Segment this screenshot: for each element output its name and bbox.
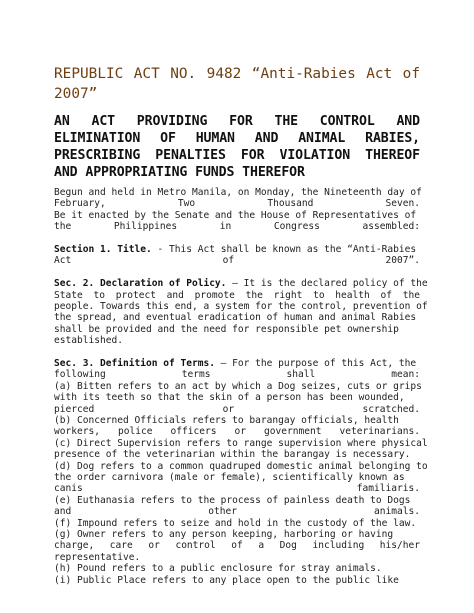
- section-3: [54, 358, 420, 369]
- definition-line: the order carnivora (male or female), scientifically known as: [54, 472, 405, 483]
- section-3-text: following terms shall mean:: [54, 369, 420, 381]
- section-1: [54, 244, 420, 255]
- preamble-line: February, Two Thousand Seven.: [54, 198, 420, 210]
- section-2: [54, 278, 428, 290]
- section-2-text: State to protect and promote the right to health of the: [54, 289, 420, 301]
- definition-line: and other animals.: [54, 506, 420, 518]
- definition-line: (a) Bitten refers to an act by which a Dog seizes, cuts or grips: [54, 380, 422, 392]
- section-2-text: people. Towards this end, a system for the control, prevention of: [54, 300, 428, 312]
- act-heading: AN ACT PROVIDING FOR THE CONTROL AND ELIMINATION OF HUMAN AND ANIMAL RABIES, PRESCRIBING PENALTIES FOR VIOLATION THEREOF AND APPROPRIATING FUNDS THEREFOR: [54, 114, 420, 180]
- section-1-text: Act of 2007”.: [54, 255, 420, 267]
- section-1-heading: Section 1. Title.: [54, 243, 152, 255]
- definition-line: (e) Euthanasia refers to the process of painless death to Dogs: [54, 494, 411, 506]
- section-2-text: established.: [54, 335, 123, 347]
- section-1-text: - This Act shall be known as the “Anti-Rabies: [151, 243, 417, 255]
- definition-line: representative.: [54, 551, 141, 563]
- document-title: REPUBLIC ACT NO. 9482 “Anti-Rabies Act of 2007”: [54, 66, 420, 102]
- definition-line: (c) Direct Supervision refers to range supervision where physical: [54, 437, 428, 449]
- definition-line: (h) Pound refers to a public enclosure for stray animals.: [54, 563, 382, 575]
- definition-line: with its teeth so that the skin of a person has been wounded,: [54, 392, 405, 404]
- definition-line: (d) Dog refers to a common quadruped domestic animal belonging to: [54, 460, 428, 472]
- preamble-line: Be it enacted by the Senate and the House of Representatives of: [54, 209, 417, 221]
- definition-line: charge, care or control of a Dog including his/her: [54, 540, 420, 552]
- section-2-text: – It is the declared policy of the: [226, 278, 428, 290]
- definition-line: (g) Owner refers to any person keeping, harboring or having: [54, 529, 394, 540]
- definition-line: workers, police officers or government veterinarians.: [54, 426, 420, 438]
- section-2-heading: Sec. 2. Declaration of Policy.: [54, 278, 227, 290]
- definition-line: canis familiaris.: [54, 483, 420, 495]
- document-body: [54, 187, 428, 586]
- section-3-heading: Sec. 3. Definition of Terms.: [54, 357, 215, 369]
- section-2-text: the spread, and eventual eradication of human and animal Rabies: [54, 312, 417, 324]
- definition-line: presence of the veterinarian within the barangay is necessary.: [54, 449, 411, 461]
- section-3-text: – For the purpose of this Act, the: [214, 357, 417, 369]
- definition-line: (f) Impound refers to seize and hold in the custody of the law.: [54, 517, 417, 529]
- section-2-text: shall be provided and the need for responsible pet ownership: [54, 323, 399, 335]
- preamble-line: the Philippines in Congress assembled:: [54, 221, 420, 233]
- definition-line: pierced or scratched.: [54, 403, 420, 415]
- definition-line: (b) Concerned Officials refers to barangay officials, health: [54, 414, 399, 426]
- definition-line: (i) Public Place refers to any place open to the public like: [54, 574, 399, 586]
- preamble-line: Begun and held in Metro Manila, on Monday, the Nineteenth day of: [54, 187, 422, 198]
